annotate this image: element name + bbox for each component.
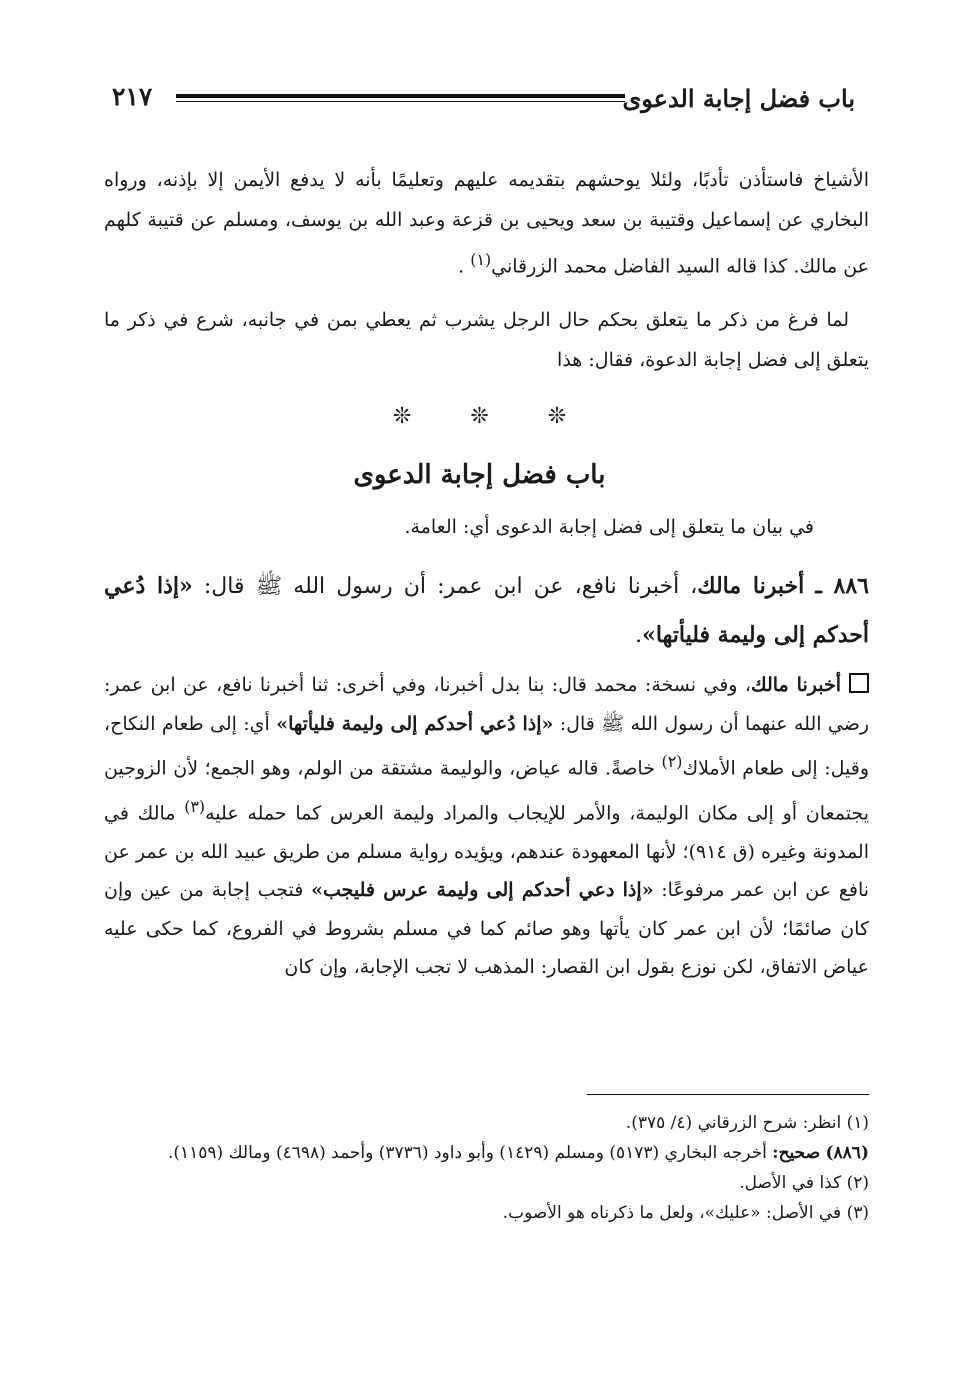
intro-text-1: الأشياخ فاستأذن تأدبًا، ولئلا يوحشهم بتقديمه عليهم وتعليمًا بأنه لا يدفع الأيمن إلا بإذنه، ورواه البخاري عن إسماعيل وقتيبة بن سعد ويحيى بن قزعة وعبد الله بن يوسف، ومسلم عن قتيبة كلهم عن مالك. كذا قاله السيد الفاضل محمد الزرقاني <box>104 169 869 278</box>
commentary-seg-3: خاصةً. قاله عياض، والوليمة مشتقة من الولم، وهو الجمع؛ لأن الزوجين يجتمعان أو إلى مكان الوليمة، والأمر للإيجاب والمراد وليمة العرس كما حمله عليه <box>104 757 869 825</box>
intro-text-1-end: . <box>458 255 471 278</box>
hadith-886 <box>104 562 869 660</box>
chapter-description: في بيان ما يتعلق إلى فضل إجابة الدعوى أي: العامة. <box>404 516 814 538</box>
commentary-square-icon <box>849 673 869 693</box>
hadith-number: ٨٨٦ ـ <box>815 573 869 599</box>
commentary-quote-1: «إذا دُعي أحدكم إلى وليمة فليأتها» <box>276 712 554 735</box>
footnote-divider <box>587 1094 869 1095</box>
intro-paragraph-2 <box>104 300 869 380</box>
hadith-text: «إذا دُعي أحدكم إلى وليمة فليأتها» <box>104 573 869 648</box>
page-number: ٢١٧ <box>112 82 153 111</box>
footnote-886-label: (٨٨٦) <box>825 1143 869 1163</box>
commentary-seg-1: ، وفي نسخة: محمد قال: بنا بدل أخبرنا، وفي أخرى: ثنا أخبرنا نافع، عن ابن عمر: رضي الله عنهما أن رسول الله ﷺ قال: <box>104 674 870 735</box>
separator-star-icon: ❊ <box>392 404 412 429</box>
separator-star-icon: ❊ <box>470 404 489 429</box>
commentary <box>104 666 869 987</box>
chapter-title: باب فضل إجابة الدعوى <box>353 460 606 490</box>
separator-star-icon: ❊ <box>547 404 567 429</box>
commentary-seg-2: أي: إلى طعام النكاح، وقيل: إلى طعام الأملاك <box>104 712 869 780</box>
footnote-ref-3: (٣) <box>184 796 206 816</box>
hadith-chain: ، أخبرنا نافع، عن ابن عمر: أن رسول الله ﷺ قال: <box>203 574 698 599</box>
footnotes <box>104 1108 869 1228</box>
intro-text-2: لما فرغ من ذكر ما يتعلق بحكم حال الرجل يشرب ثم يعطي بمن في جانبه، شرع في ذكر ما يتعلق إلى فضل إجابة الدعوة، فقال: هذا <box>104 309 869 371</box>
commentary-seg-5: فتجب إجابة من عين وإن كان صائمًا؛ لأن ابن عمر كان يأتها وهو صائم كما في مسلم بشروط في الفروع، كما حكى عليه عياض الاتفاق، لكن نوزع بقول ابن القصار: المذهب لا تجب الإجابة، وإن كان <box>104 879 869 979</box>
commentary-quote-2: «إذا دعي أحدكم إلى وليمة عرس فليجب» <box>311 879 654 902</box>
footnote-ref-2: (٢) <box>661 752 683 771</box>
footnote-886-text: أخرجه البخاري (٥١٧٣) ومسلم (١٤٢٩) وأبو داود (٣٧٣٦) وأحمد (٤٦٩٨) ومالك (١١٥٩). <box>167 1143 767 1163</box>
section-separator <box>0 404 959 429</box>
running-header <box>112 78 855 118</box>
footnote-ref-1: (١) <box>470 250 492 269</box>
footnote-3: (٣) في الأصل: «عليك»، ولعل ما ذكرناه هو الأصوب. <box>502 1203 869 1223</box>
commentary-seg-4: مالك في المدونة وغيره (ق ٩١٤)؛ لأنها المعهودة عندهم، ويؤيده رواية مسلم من طريق عبيد الله بن عمر عن نافع عن ابن عمر مرفوعًا: <box>104 802 870 902</box>
commentary-lead: أخبرنا مالك <box>750 674 841 696</box>
footnote-886 <box>104 1138 869 1168</box>
footnote-2: (٢) كذا في الأصل. <box>739 1173 869 1193</box>
header-rule <box>176 94 625 102</box>
running-header-title: باب فضل إجابة الدعوى <box>622 84 855 113</box>
footnote-886-grade: صحيح: <box>772 1143 821 1163</box>
hadith-narrator: أخبرنا مالك <box>697 573 805 599</box>
footnote-1: (١) انظر: شرح الزرقاني (٤/ ٣٧٥). <box>625 1113 869 1133</box>
hadith-end: . <box>635 623 643 648</box>
intro-paragraph-1 <box>104 160 869 286</box>
